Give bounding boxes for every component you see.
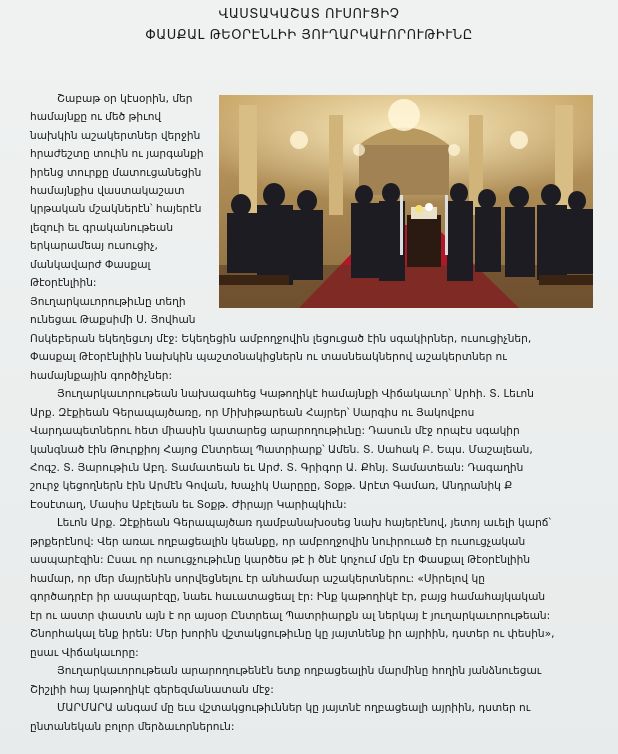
article-line: Շիշլիի հայ կաթողիկէ գերեզմանատան մէջ:	[30, 684, 274, 696]
funeral-photo-illustration	[219, 95, 593, 308]
article-line: համայնքիս վաստակաշատ	[30, 185, 185, 197]
article-headline: ՓԱՍՔԱԼ ԹԵՕՐԷՆԼԻԻ ՅՈՒՂԱՐԿԱՒՈՐՈՒԹԻՒՆԸ	[145, 28, 473, 43]
article-line: իրենց տուրքը մատուցանեցին	[30, 167, 202, 179]
article-line: Յուղարկաւորութեան արարողութենէն ետք ողբացեալին մարմինը հողին յանձնուեցաւ	[57, 665, 542, 677]
article-line: ունեցաւ Թաքսիմի Ս. Յովհան	[30, 314, 196, 326]
article-line: համայնքը ու մեծ թիւով	[30, 111, 162, 123]
article-line: ըսաւ Վիճակաւորը:	[30, 647, 139, 659]
article-line: գործադրէր իր ասպարէզը, նաեւ հաւատացեալ էր: Ինք կաթողիկէ էր, բայց համահայկական	[30, 591, 546, 603]
article-line: Ոսկեբերան եկեղեցւոյ մէջ: Եկեղեցին ամբողջովին լեցուցած էին սգակիրներ, ուսուցիչներ,	[30, 333, 532, 345]
article-line: ՄԱՐՄԱՐԱ անգամ մը եւս վշտակցութիւններ կը յայտնէ ողբացեալի այրիին, դստեր ու	[57, 702, 531, 714]
article-photo	[219, 95, 593, 308]
article-line: համար, որ մեր մայրենին սորվեցնելու էր անհամար աշակերտներու: «Սիրելով կը	[30, 573, 485, 585]
article-line: հրաժեշտը տուին ու յարգանքի	[30, 148, 204, 160]
article-line: Շաբաթ օր կէսօրին, մեր	[57, 93, 193, 105]
article-line: Թէօրէնլիին:	[30, 277, 97, 289]
article-line: կանգնած էին Թուրքիոյ Հայոց Ընտրեալ Պատրիարք՝ Ամեն. Տ. Սահակ Բ. Եպս. Մաշալեան,	[30, 444, 533, 456]
article-line: համայնքային գործիչներ:	[30, 370, 173, 382]
article-line: երկարամեայ ուսուցիչ,	[30, 240, 158, 252]
article-line: ընտանեկան բոլոր մերձաւորներուն:	[30, 721, 235, 733]
article-line: Շնորհակալ ենք իրեն: Մեր խորին վշտակցութիւնը կը յայտնենք իր այրիին, դստեր ու փեսին»,	[30, 628, 555, 640]
article-line: կրթական մշակներէն՝ հայերէն	[30, 203, 202, 215]
article-line: Արք. Զէքիեան Գերապայծառը, որ Միխիթարեան Հայրեր՝ Սարգիս ու Յակովբոս	[30, 407, 475, 419]
article-line: Յուղարկաւորութիւնը տեղի	[30, 296, 186, 308]
article-line: Փասքալ Թէօրէնլիին նախկին պաշտօնակիցներն ու տասնեակներով աշակերտներ ու	[30, 351, 507, 363]
article-line: լեզուի եւ գրականութեան	[30, 222, 174, 234]
article-line: շուրջ կեցողներն էին Արմէն Գովան, Խաչիկ Սարըըը, Տօքթ. Արէտ Գամառ, Անդրանիկ Ք	[30, 480, 513, 492]
article-line: Էօսէտաղ, Մասիս Աբէլեան եւ Տօքթ. Ժիրայր Կարիպկիւն:	[30, 499, 347, 511]
section-title: ՎԱՍՏԱԿԱՇԱՏ ՈՒՍՈՒՑԻՉ	[218, 7, 400, 22]
article-line: ասպարէզին: Ըսաւ որ ուսուցչութիւնը կարծես թէ ի ծնէ կոչում մըն էր Փասքալ Թէօրէնլիին	[30, 554, 531, 566]
article-line: Յուղարկաւորութեան նախագահեց Կաթողիկէ համայնքի Վիճակաւոր՝ Արհի. Տ. Լեւոն	[57, 388, 534, 400]
article-line: Հոգշ. Տ. Յարութիւն Աբղ. Տամատեան եւ Արժ. Տ. Գրիգոր Ա. Քհնյ. Տամատեան: Դագաղին	[30, 462, 524, 474]
article-line: էր ու աստր փաստն այն է որ այսօր Ընտրեալ Պատրիարքն ալ ներկայ է յուղարկաւորութեան:	[30, 610, 551, 622]
article-line: նախկին աշակերտներ վերջին	[30, 130, 201, 142]
article-line: թրքերէնով: Վեր առաւ ողբացեալին կեանքը, որ ամբողջովին նուիրուած էր ուսուցչական	[30, 536, 526, 548]
article-line: Լեւոն Արք. Զէքիեան Գերապայծառ դամբանախօսեց նախ հայերէնով, յետոյ աւելի կարճ՝	[57, 517, 551, 529]
article-line: մանկավարժ Փասքալ	[30, 259, 151, 271]
article-line: Վարդապետներու հետ միասին կատարեց արարողութիւնը: Դասուն մէջ որպէս սգակիր	[30, 425, 520, 437]
